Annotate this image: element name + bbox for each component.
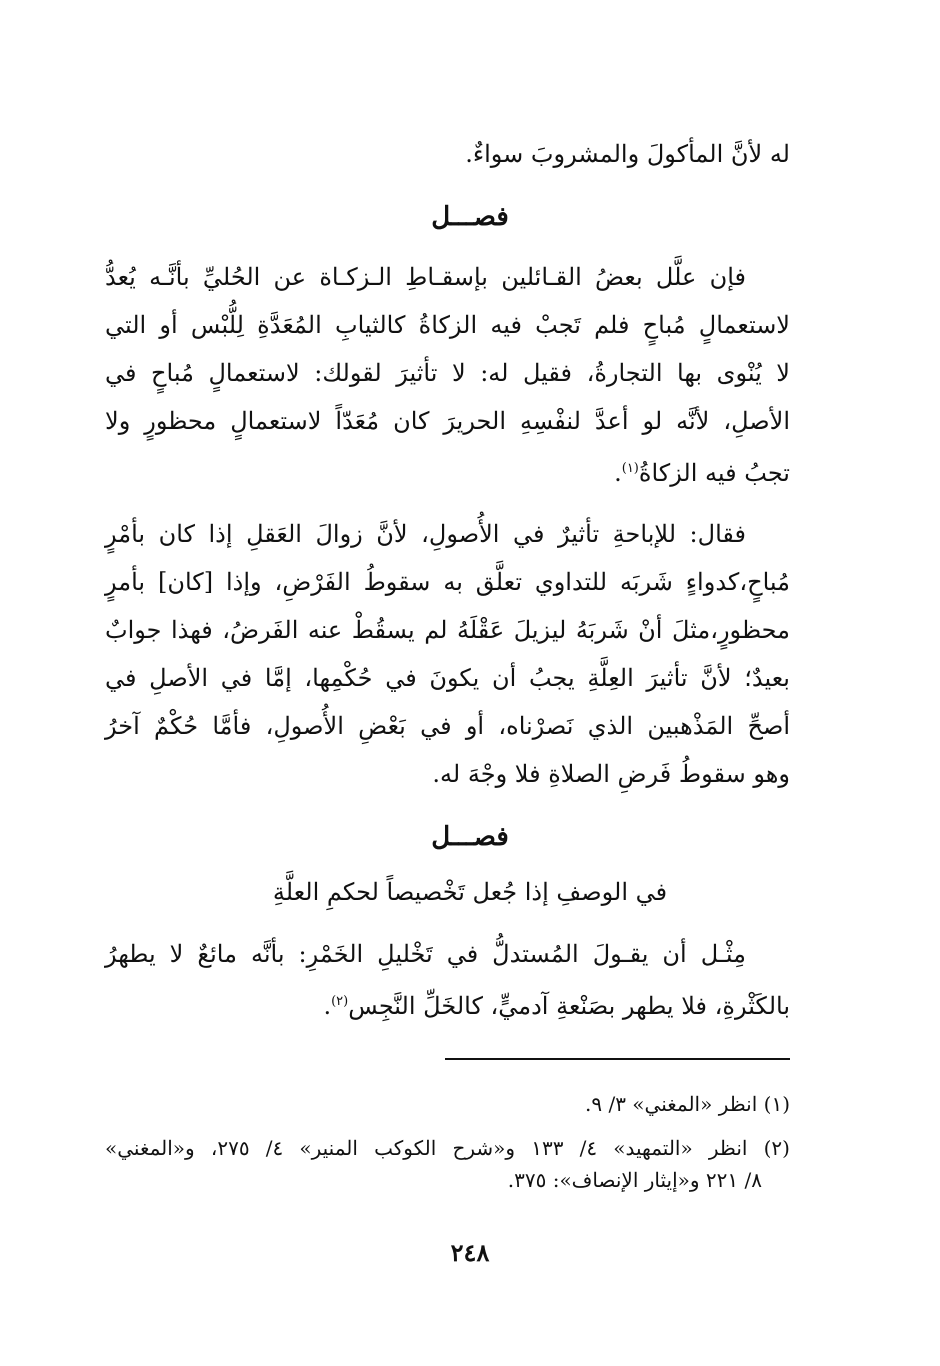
paragraph-1-line-3: لا يُنْوى بها التجارةُ، فقيل له: لا تأثيرَ لقولك: لاستعمالٍ مُباحٍ في [105, 359, 790, 387]
footnote-2-line-1: (٢) انظر «التمهيد» ٤/ ١٣٣ و«شرح الكوكب المنير» ٤/ ٢٧٥، و«المغني» [105, 1136, 790, 1160]
paragraph-3-period: . [323, 992, 332, 1020]
paragraph-1-line-2: لاستعمالٍ مُباحٍ فلم تَجبْ فيه الزكاةُ كالثيابِ المُعَدَّةِ لِلُّبْس أو التي [105, 311, 790, 339]
paragraph-3-last-text: بالكَثْرةِ، فلا يطهر بصَنْعةِ آدميٍّ، كالخَلِّ النَّجِس [348, 992, 790, 1020]
footnote-ref-2: (٢) [331, 994, 349, 1009]
paragraph-1-period: . [614, 459, 622, 487]
paragraph-2-line-1: فقال: للإباحةِ تأثيرٌ في الأُصولِ، لأنَّ زوالَ العَقلِ إذا كان بأمْرٍ [105, 520, 746, 548]
paragraph-1-line-5 [105, 453, 790, 489]
footnote-2-line-2: ٨/ ٢٢١ و«إيثار الإنصاف»: ٣٧٥. [507, 1168, 762, 1192]
footnote-1: (١) انظر «المغني» ٣/ ٩. [584, 1092, 790, 1116]
paragraph-1-line-4: الأصلِ، لأنَّه لو أعدَّ لنفْسِهِ الحريرَ كان مُعَدّاً لاستعمالٍ محظورٍ ولا [105, 407, 790, 435]
section-heading-2: فصـــل [431, 822, 509, 852]
paragraph-2-line-6: وهو سقوطُ فَرضِ الصلاةِ فلا وجْهَ له. [432, 760, 790, 788]
paragraph-2-line-4: بعيدٌ؛ لأنَّ تأثيرَ العِلَّةِ يجبُ أن يكونَ في حُكْمِها، إمَّا في الأصلِ في [105, 664, 790, 692]
section-subheading: في الوصفِ إذا جُعل تَخْصيصاً لحكمِ العلَّةِ [272, 878, 668, 906]
paragraph-3-line-2 [105, 986, 790, 1022]
paragraph-1-last-text: تجبُ فيه الزكاةُ [638, 459, 790, 487]
paragraph-2-line-5: أصحِّ المَذْهبين الذي نَصرْناه، أو في بَعْضِ الأُصولِ، فأمَّا حُكْمٌ آخرُ [105, 712, 790, 740]
footnote-separator [445, 1058, 790, 1060]
paragraph-2-line-3: محظورٍ،مثلَ أنْ شَربَهُ ليزيلَ عَقْلَهُ لم يسقُطْ عنه الفَرضُ، فهذا جوابٌ [105, 616, 790, 644]
paragraph-2-line-2: مُباحٍ،كدواءٍ شَربَه للتداوي تعلَّق به سقوطُ الفَرْضِ، وإذا [كان] بأمرٍ [105, 568, 790, 596]
paragraph-1-line-1: فإن علَّل بعضُ القـائلين بإسقـاطِ الـزكـاة عن الحُليِّ بأنَّـه يُعدُّ [105, 263, 746, 291]
carryover-line: له لأنَّ المأكولَ والمشروبَ سواءٌ. [465, 140, 790, 168]
paragraph-3-line-1: مِثْـل أن يقـولَ المُستدلُّ في تَخْليلِ الخَمْرِ: بأنَّه مائعٌ لا يطهرُ [105, 940, 746, 968]
page-number: ٢٤٨ [450, 1238, 490, 1267]
footnote-ref-1: (١) [621, 461, 639, 476]
section-heading-1: فصـــل [431, 202, 509, 232]
